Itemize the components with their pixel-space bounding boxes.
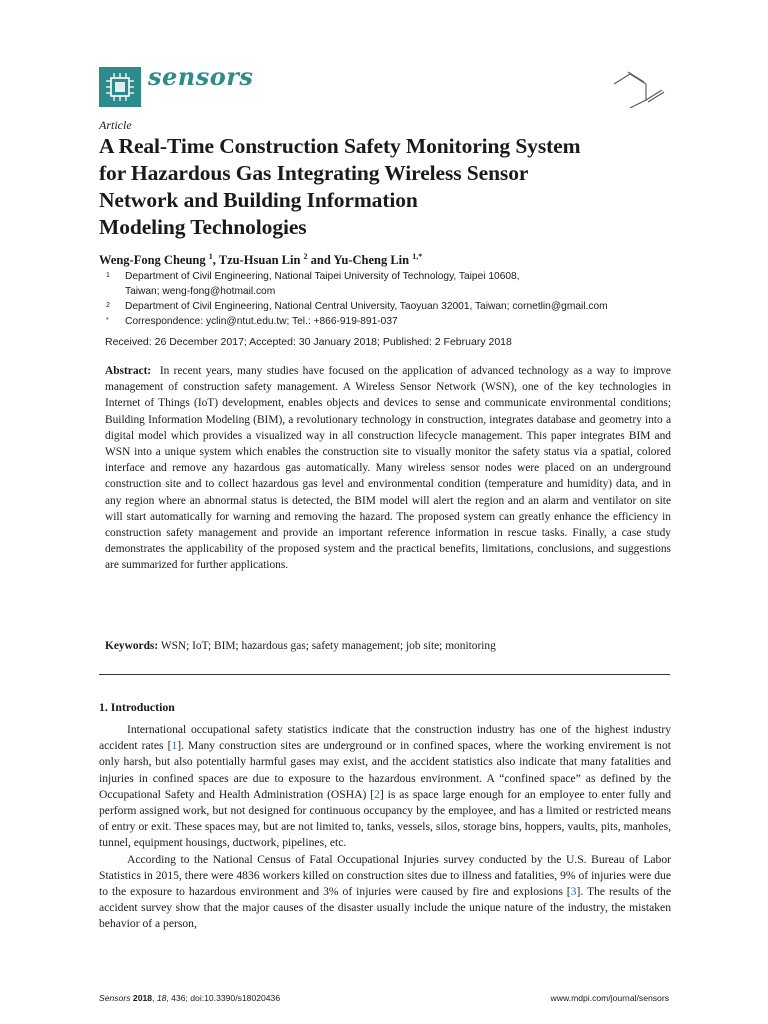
citation-link[interactable]: 2 bbox=[374, 787, 380, 801]
abstract-text: In recent years, many studies have focused on the application of advanced technology as a way to improve management of construction safety management. A Wireless Sensor Network (WSN), one of the key technologies in Internet of Things (IoT) development, enables objects and devices to sense and communicate environmental conditions; Building Information Modeling (BIM), a revolutionary technology in construction, integrates database and geometry into a digital model which provides a visualized way in all construction lifecycle management. This paper integrates BIM and WSN into a unique system which enables the construction site to visually monitor the safety status via a spatial, colored interface and remove any hazardous gas automatically. Many wireless sensor nodes were placed on an underground construction site and to collect hazardous gas level and environmental condition (temperature and humidity) data, and in any region where an abnormal status is detected, the BIM model will alert the region and an alarm and ventilator on site will start automatically for warning and removing the hazard. The proposed system can greatly enhance the efficiency in construction safety management and provide an important reference information in rescue tasks. Finally, a case study demonstrates the applicability of the proposed system and the practical benefits, limitations, conclusions, and suggestions are summarized for further applications. bbox=[105, 365, 671, 572]
paragraph-text: According to the National Census of Fatal Occupational Injuries survey conducted by the U.S. Bureau of Labor Statistics in 2015, there were 4836 workers killed on construction sites due to illness and fatalities, 9% of injuries were due to the exposure to hazardous environment and 3% of injuries were caused by fire and explosions [ bbox=[99, 852, 671, 899]
author-list bbox=[99, 252, 422, 268]
paragraph-text: ] is as space large enough for an employee to enter fully and perform assigned work, but not designed for continuous occupancy by the employee, and has a limited or restricted means of entry or exit. These spaces may, but are not limited to, tanks, vessels, silos, storage bins, hoppers, vaults, pits, manholes, tunnel, equipment housings, ductwork, pipelines, etc. bbox=[99, 787, 671, 850]
affil-line: Department of Civil Engineering, National Central University, Taoyuan 32001, Taiwan; cornetlin@gmail.com bbox=[125, 301, 608, 312]
title-line: for Hazardous Gas Integrating Wireless Sensor bbox=[99, 161, 529, 185]
affil-mark: 1 bbox=[106, 272, 110, 279]
journal-name[interactable]: sensors bbox=[148, 62, 254, 91]
title-line: Modeling Technologies bbox=[99, 215, 307, 239]
affiliation bbox=[99, 269, 679, 299]
affil-line: Department of Civil Engineering, National Taipei University of Technology, Taipei 10608, bbox=[125, 271, 520, 282]
author-name[interactable]: Weng-Fong Cheung bbox=[99, 253, 206, 268]
sensors-chip-logo-icon bbox=[99, 67, 141, 107]
paragraph-text: ]. Many construction sites are underground or in confined spaces, where the working envirement is not only harsh, but also potentially harmful gases may exist, and the accident statistics also indicate that many fatalities and injuries in confined spaces are due to exposure to the hazardous environment. A “confined space” as defined by the Occupational Safety and Health Administration (OSHA) [ bbox=[99, 739, 671, 801]
keywords-label: Keywords: bbox=[105, 640, 159, 652]
paragraph-text: International occupational safety statistics indicate that the construction industry has one of the highest industry accident rates [ bbox=[99, 723, 671, 753]
footer-volume: 18 bbox=[156, 993, 167, 1003]
article-title bbox=[99, 133, 679, 241]
affil-mark: * bbox=[106, 317, 109, 324]
footer-doi[interactable]: , 436; doi:10.3390/s18020436 bbox=[166, 993, 281, 1003]
citation-link[interactable]: 1 bbox=[171, 739, 178, 753]
keywords bbox=[105, 640, 671, 652]
footer-url[interactable]: www.mdpi.com/journal/sensors bbox=[550, 993, 669, 1003]
author-name[interactable]: Yu-Cheng Lin bbox=[333, 253, 410, 268]
title-line: Network and Building Information bbox=[99, 188, 418, 212]
paragraph-text: ]. The results of the accident survey show that the major causes of the disaster usually include the unique nature of the industry, the mistaken behavior of a person, bbox=[99, 885, 671, 931]
author-affil-mark: 1 bbox=[208, 252, 213, 261]
citation-link[interactable]: 3 bbox=[570, 885, 577, 899]
footer-citation: Sensors 2018, 18, 436; doi:10.3390/s18020436 bbox=[99, 993, 281, 1003]
affil-mark: 2 bbox=[106, 302, 110, 309]
title-line: A Real-Time Construction Safety Monitoring System bbox=[99, 134, 581, 158]
publication-dates: Received: 26 December 2017; Accepted: 30 January 2018; Published: 2 February 2018 bbox=[105, 336, 512, 348]
author-separator: , bbox=[212, 253, 219, 268]
paragraph bbox=[99, 852, 671, 933]
abstract-label: Abstract: bbox=[105, 365, 152, 377]
paragraph bbox=[99, 722, 671, 852]
author-separator: and bbox=[307, 253, 334, 268]
hexagon-outline-icon bbox=[612, 70, 670, 108]
affil-line: Correspondence: yclin@ntut.edu.tw; Tel.: +866-919-891-037 bbox=[125, 316, 398, 327]
footer-journal: Sensors bbox=[99, 993, 131, 1003]
author-name[interactable]: Tzu-Hsuan Lin bbox=[218, 253, 301, 268]
author-affil-mark: 1,* bbox=[412, 252, 423, 261]
footer-year: 2018 bbox=[132, 993, 153, 1003]
affiliation bbox=[99, 314, 679, 329]
affiliations bbox=[99, 269, 679, 329]
section-body bbox=[99, 722, 671, 933]
section-divider bbox=[99, 674, 670, 675]
article-type: Article bbox=[99, 118, 132, 132]
keywords-text: WSN; IoT; BIM; hazardous gas; safety management; job site; monitoring bbox=[160, 640, 496, 652]
author-affil-mark: 2 bbox=[303, 252, 308, 261]
abstract bbox=[105, 363, 671, 574]
affil-line: Taiwan; weng-fong@hotmail.com bbox=[125, 286, 276, 297]
section-heading: 1. Introduction bbox=[99, 700, 175, 714]
affiliation bbox=[99, 299, 679, 314]
